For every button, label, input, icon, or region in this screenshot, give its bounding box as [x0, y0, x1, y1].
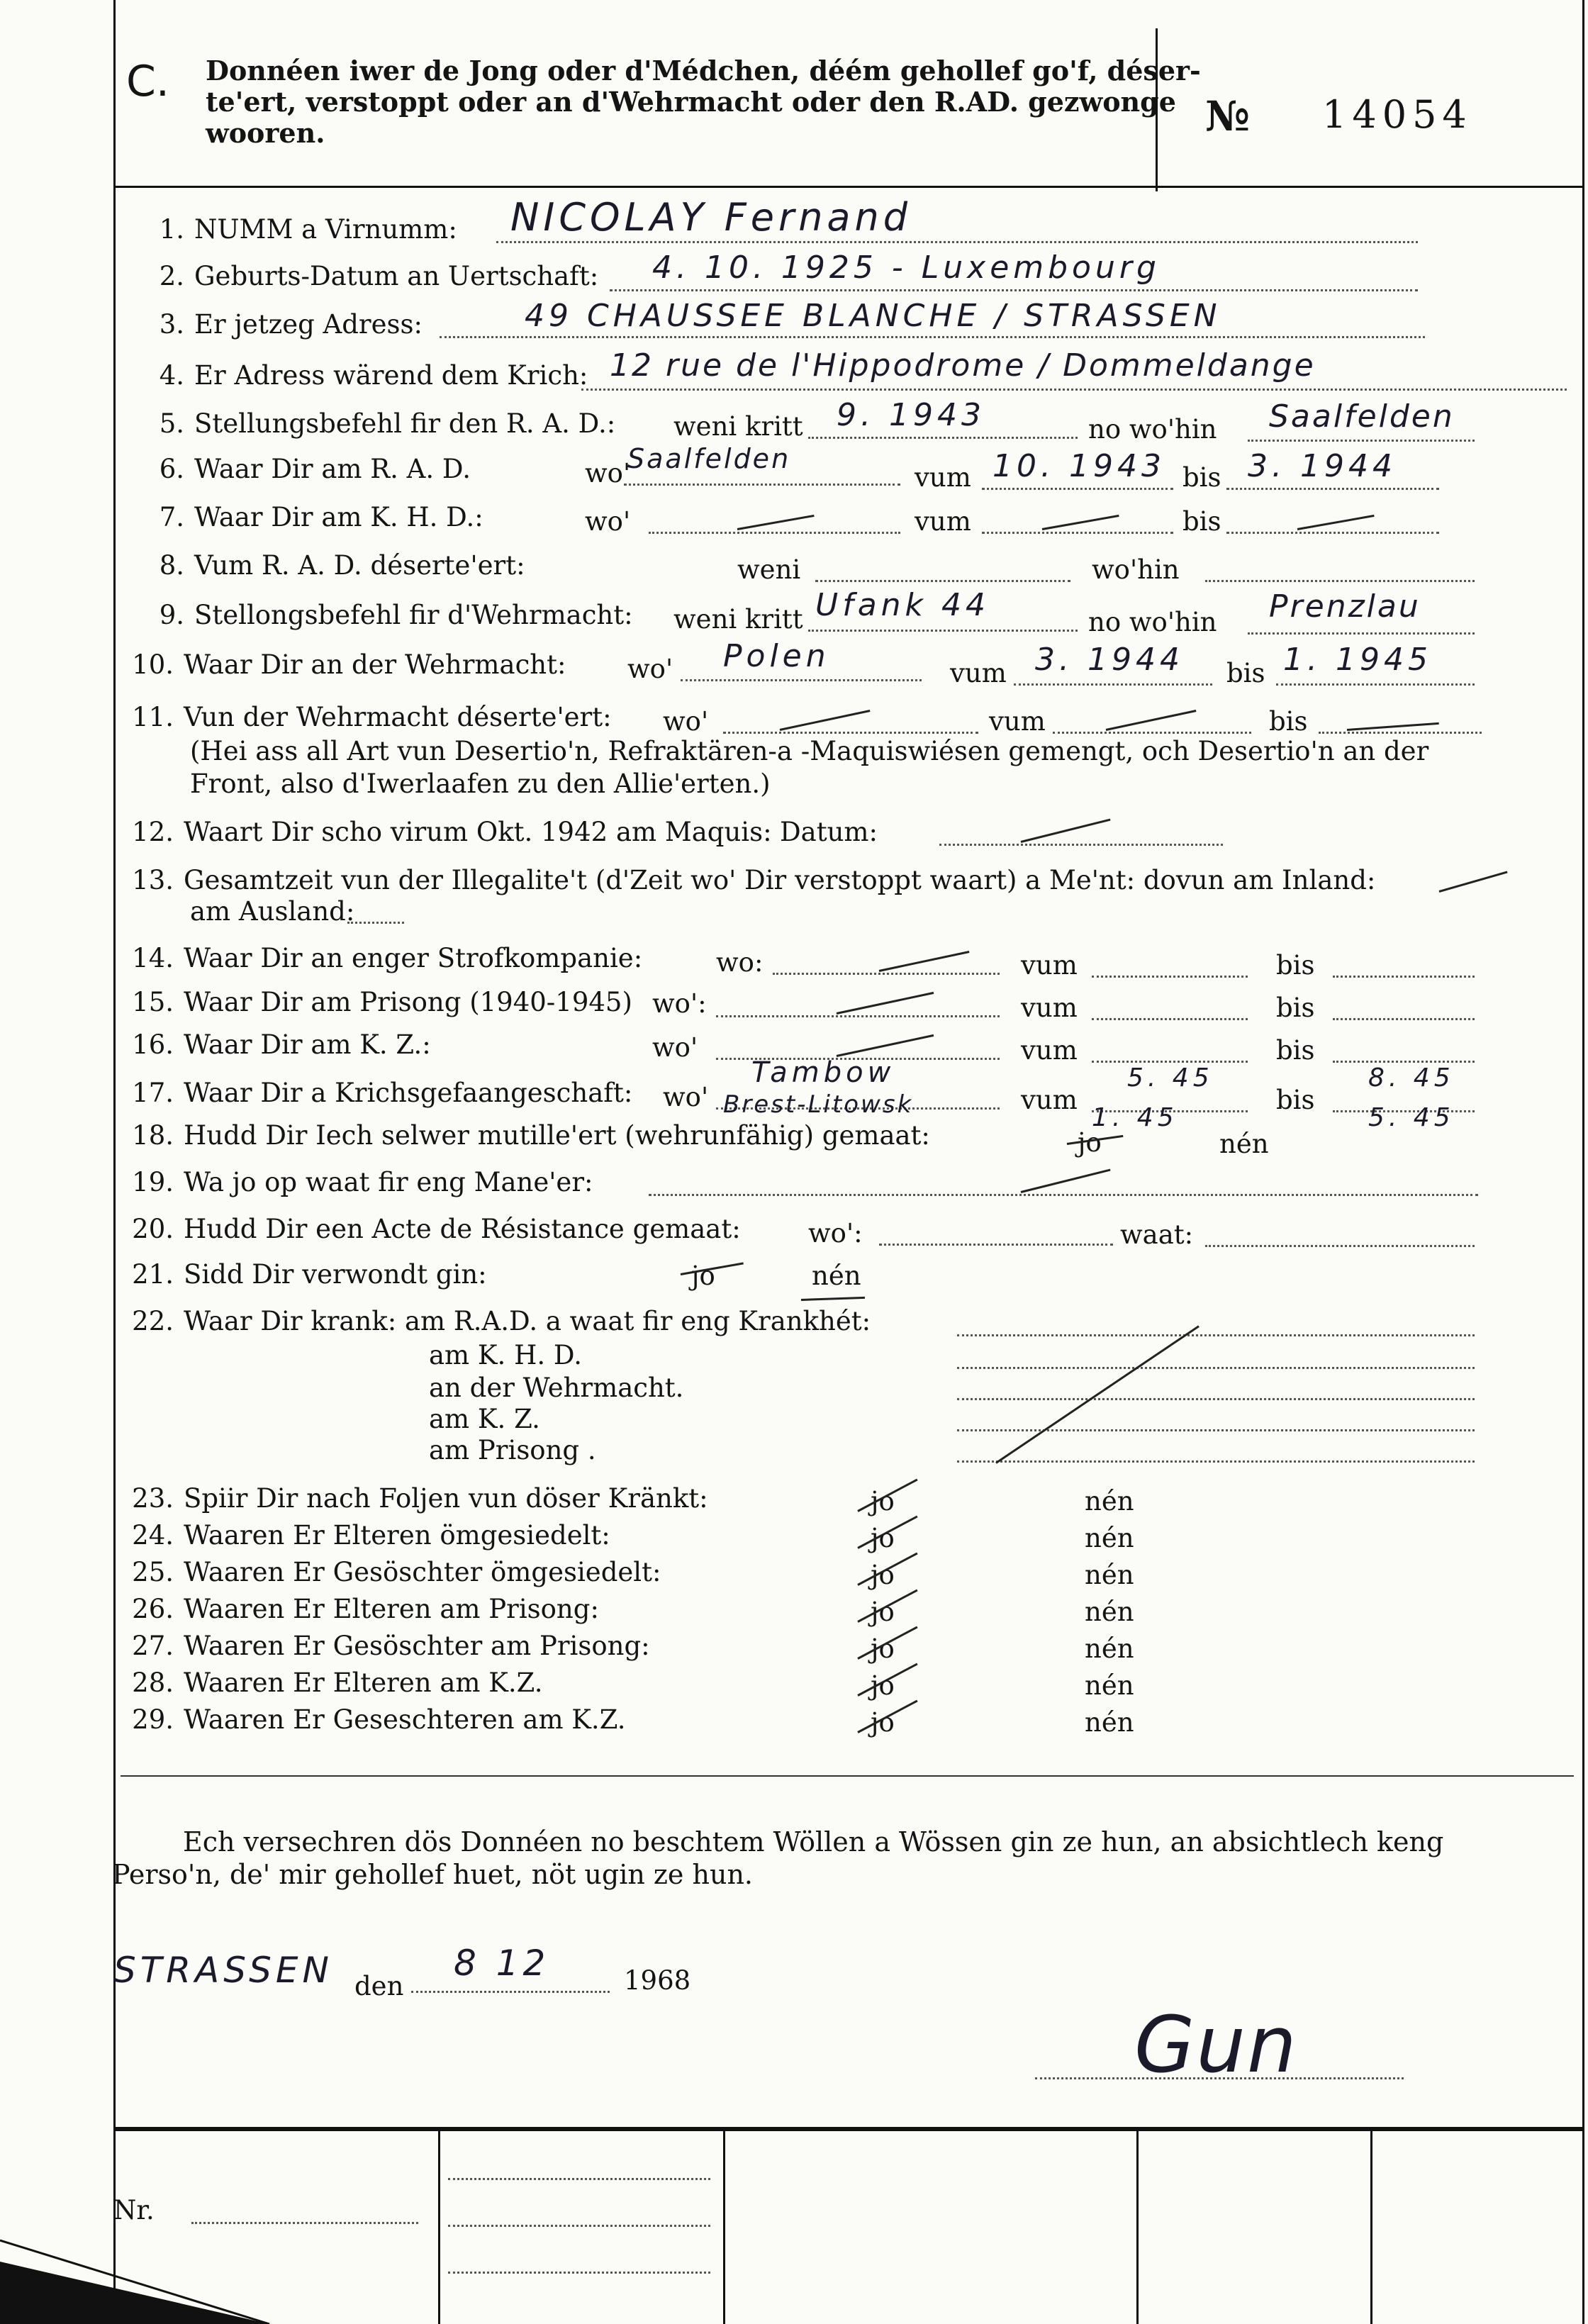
q10-line2	[1014, 683, 1212, 686]
declaration-line-2: Perso'n, de' mir gehollef huet, nöt ugin ze hun.	[112, 1859, 754, 1890]
q11-line2	[1053, 732, 1251, 734]
q12-dash	[1021, 819, 1111, 843]
q13-ausland: am Ausland:	[190, 896, 355, 927]
q9-line1	[808, 630, 1078, 632]
footer-nr-line	[191, 2222, 418, 2224]
q19: 19. Wa jo op waat fir eng Mane'er:	[132, 1167, 593, 1197]
q7: 7. Waar Dir am K. H. D.:	[159, 502, 483, 532]
q25-yes[interactable]: jo	[871, 1560, 895, 1590]
form-right-border	[1582, 0, 1584, 2324]
q22-slash	[995, 1325, 1200, 1463]
q4-answer[interactable]: 12 rue de l'Hippodrome / Dommeldange	[610, 347, 1316, 384]
footer-line-a1	[448, 2178, 710, 2180]
q15-line2	[1092, 1018, 1248, 1020]
q17-answer3[interactable]: 8. 45	[1368, 1063, 1455, 1093]
q22-line-2	[957, 1398, 1475, 1400]
q1-line	[496, 241, 1418, 243]
q27: 27. Waaren Er Gesöschter am Prisong:	[132, 1631, 650, 1661]
q22-line-3	[957, 1429, 1475, 1431]
q15: 15. Waar Dir am Prisong (1940-1945)	[132, 987, 632, 1017]
q17-sub3: bis	[1276, 1085, 1315, 1115]
q6: 6. Waar Dir am R. A. D.	[159, 454, 471, 484]
q6-answer1[interactable]: Saalfelden	[627, 443, 791, 474]
q28: 28. Waaren Er Elteren am K.Z.	[132, 1667, 543, 1698]
date-year: 1968	[624, 1965, 691, 1996]
q14-line1	[773, 973, 1000, 975]
q13-dash	[1439, 871, 1508, 892]
date-line	[411, 1991, 610, 1993]
q27-no[interactable]: nén	[1085, 1633, 1134, 1664]
section-letter: C.	[126, 57, 169, 106]
q22-sub-wehrmacht: an der Wehrmacht.	[429, 1373, 684, 1403]
q12-sub1: Datum:	[780, 817, 878, 847]
q1-answer[interactable]: NICOLAY Fernand	[510, 195, 912, 240]
q3-line	[440, 336, 1425, 338]
q20-sub2: waat:	[1120, 1219, 1194, 1250]
q16-sub3: bis	[1276, 1035, 1315, 1066]
title-line-2: te'ert, verstoppt oder an d'Wehrmacht oder den R.AD. gezwonge	[206, 86, 1176, 118]
q21: 21. Sidd Dir verwondt gin:	[132, 1259, 487, 1290]
q11-note-2: Front, also d'Iwerlaafen zu den Allie'erten.)	[190, 769, 771, 799]
q10-answer1[interactable]: Polen	[723, 638, 830, 674]
q8-line2	[1205, 580, 1475, 582]
q22-line-4	[957, 1460, 1475, 1463]
q17-sub2: vum	[1021, 1085, 1078, 1115]
q21-no-underline	[801, 1297, 865, 1301]
q10-sub1: wo'	[627, 654, 673, 684]
q10-sub3: bis	[1226, 658, 1265, 688]
q6-line2	[982, 488, 1173, 490]
q11-sub1: wo'	[663, 706, 709, 737]
q18-yes[interactable]: jo	[1078, 1127, 1102, 1158]
q15-sub1: wo':	[652, 988, 707, 1019]
q17-answer1b[interactable]: Brest-Litowsk	[723, 1090, 914, 1119]
q8-line1	[815, 580, 1070, 582]
q17-sub1: wo'	[663, 1082, 709, 1112]
q10: 10. Waar Dir an der Wehrmacht:	[132, 649, 566, 680]
footer-col-1	[438, 2127, 440, 2324]
q11-sub3: bis	[1269, 706, 1308, 737]
q23: 23. Spiir Dir nach Foljen vun döser Kränkt:	[132, 1483, 708, 1514]
q24-no[interactable]: nén	[1085, 1523, 1134, 1553]
q19-dash	[1021, 1169, 1111, 1193]
q7-dash3	[1297, 515, 1375, 530]
q22-sub-prisong: am Prisong .	[429, 1435, 596, 1465]
q14: 14. Waar Dir an enger Strofkompanie:	[132, 943, 643, 973]
q16-sub1: wo'	[652, 1032, 698, 1063]
q1-label: NUMM a Virnumm:	[194, 214, 457, 245]
q14-line2	[1092, 976, 1248, 978]
q12: 12. Waart Dir scho virum Okt. 1942 am Maquis:	[132, 817, 772, 847]
form-number: 14054	[1322, 92, 1472, 137]
q22-line-1	[957, 1367, 1475, 1369]
q28-no[interactable]: nén	[1085, 1670, 1134, 1701]
q14-dash	[879, 951, 970, 972]
q15-dash	[837, 992, 934, 1015]
q16-sub2: vum	[1021, 1035, 1078, 1066]
q5: 5. Stellungsbefehl fir den R. A. D.:	[159, 408, 616, 439]
q22: 22. Waar Dir krank: am R.A.D. a waat fir eng Krankhét:	[132, 1306, 871, 1336]
q5-line2	[1248, 440, 1475, 442]
q20-line1	[879, 1244, 1113, 1246]
q11-dash1	[780, 710, 871, 731]
q6-answer2[interactable]: 10. 1943	[992, 448, 1165, 484]
q11-dash2	[1106, 710, 1197, 731]
signature: Gun	[1134, 1999, 1298, 2090]
q22-line-0	[957, 1334, 1475, 1336]
q7-dash2	[1042, 515, 1119, 530]
q26-no[interactable]: nén	[1085, 1597, 1134, 1627]
q7-line1	[649, 532, 900, 534]
q6-sub1: wo'	[585, 458, 631, 488]
q4: 4. Er Adress wärend dem Krich:	[159, 360, 588, 391]
q16-line3	[1333, 1061, 1475, 1063]
q14-sub2: vum	[1021, 950, 1078, 981]
q5-answer2[interactable]: Saalfelden	[1269, 398, 1455, 435]
q11-note-1: (Hei ass all Art vun Desertio'n, Refraktären-a -Maquiswiésen gemengt, och Desertio'n an der	[190, 736, 1429, 766]
q11-sub2: vum	[989, 706, 1046, 737]
q17-answer3b[interactable]: 5. 45	[1368, 1103, 1455, 1132]
q11: 11. Vun der Wehrmacht déserte'ert:	[132, 702, 612, 732]
q10-answer2[interactable]: 3. 1944	[1035, 642, 1184, 678]
q13-line	[347, 922, 404, 924]
title-line-3: wooren.	[206, 117, 325, 149]
q11-line1	[723, 732, 978, 734]
q7-line3	[1226, 532, 1439, 534]
q26: 26. Waaren Er Elteren am Prisong:	[132, 1594, 599, 1624]
q3: 3. Er jetzeg Adress:	[159, 309, 423, 340]
q6-answer3[interactable]: 3. 1944	[1248, 448, 1397, 484]
q6-line3	[1226, 488, 1439, 490]
q28-yes[interactable]: jo	[871, 1670, 895, 1701]
q29-yes[interactable]: jo	[871, 1707, 895, 1738]
q10-answer3[interactable]: 1. 1945	[1283, 642, 1432, 678]
q22-sub-kz: am K. Z.	[429, 1404, 540, 1434]
q8: 8. Vum R. A. D. déserte'ert:	[159, 550, 525, 581]
declaration-rule	[121, 1775, 1574, 1777]
q11-dash3	[1347, 722, 1439, 731]
q14-sub3: bis	[1276, 950, 1315, 981]
q2: 2. Geburts-Datum an Uertschaft:	[159, 261, 599, 291]
q9-answer2[interactable]: Prenzlau	[1269, 588, 1421, 625]
q14-line3	[1333, 976, 1475, 978]
den-label: den	[354, 1971, 404, 2001]
footer-line-a2	[448, 2225, 710, 2227]
date-handwritten[interactable]: 8 12	[454, 1943, 550, 1984]
q9-answer1[interactable]: Ufank 44	[815, 587, 990, 623]
footer-col-4	[1370, 2127, 1372, 2324]
q5-answer1[interactable]: 9. 1943	[837, 397, 985, 433]
q9-sub1: weni kritt	[673, 604, 803, 635]
q6-sub3: bis	[1182, 462, 1221, 493]
q10-sub2: vum	[950, 658, 1007, 688]
q16-line2	[1092, 1061, 1248, 1063]
q21-no[interactable]: nén	[812, 1261, 861, 1291]
q1: 1. NUMM a Virnumm:	[159, 214, 457, 245]
q17-answer2b[interactable]: 1. 45	[1092, 1103, 1178, 1132]
q18-no[interactable]: nén	[1219, 1129, 1269, 1159]
q19-line	[649, 1194, 1478, 1196]
q29: 29. Waaren Er Geseschteren am K.Z.	[132, 1704, 626, 1735]
q2-line	[610, 289, 1418, 291]
q8-sub1: weni	[737, 554, 801, 585]
footer-col-3	[1136, 2127, 1139, 2324]
q21-yes[interactable]: jo	[691, 1261, 715, 1291]
q17-answer1[interactable]: Tambow	[751, 1056, 895, 1089]
q7-line2	[982, 532, 1173, 534]
q2-answer[interactable]: 4. 10. 1925 - Luxembourg	[652, 250, 1161, 286]
header-title	[206, 55, 1201, 149]
declaration-line-1: Ech versechren dös Donnéen no beschtem Wöllen a Wössen gin ze hun, an absichtlech keng	[183, 1826, 1444, 1857]
q10-line1	[681, 679, 922, 681]
q12-line	[939, 844, 1223, 846]
q14-sub1: wo:	[716, 947, 764, 978]
q7-sub3: bis	[1182, 506, 1221, 537]
q15-sub2: vum	[1021, 993, 1078, 1023]
q16: 16. Waar Dir am K. Z.:	[132, 1029, 431, 1060]
footer-line-a3	[448, 2272, 710, 2274]
q5-sub1: weni kritt	[673, 411, 803, 442]
q29-no[interactable]: nén	[1085, 1707, 1134, 1738]
q23-yes[interactable]: jo	[871, 1486, 895, 1516]
q25-no[interactable]: nén	[1085, 1560, 1134, 1590]
q17: 17. Waar Dir a Krichsgefaangeschaft:	[132, 1078, 633, 1108]
q11-line3	[1319, 732, 1482, 734]
q23-no[interactable]: nén	[1085, 1486, 1134, 1516]
q9-sub2: no wo'hin	[1088, 607, 1217, 637]
scan-corner-shadow	[0, 2233, 298, 2324]
q16-dash	[837, 1034, 934, 1057]
q24: 24. Waaren Er Elteren ömgesiedelt:	[132, 1520, 610, 1551]
q20-line2	[1205, 1245, 1475, 1247]
q7-sub1: wo'	[585, 506, 631, 537]
place-handwritten[interactable]: STRASSEN	[113, 1950, 333, 1991]
q15-line1	[716, 1015, 1000, 1017]
q6-sub2: vum	[915, 462, 971, 493]
q15-sub3: bis	[1276, 993, 1315, 1023]
q15-line3	[1333, 1018, 1475, 1020]
q6-line1	[624, 484, 900, 486]
q20: 20. Hudd Dir een Acte de Résistance gemaat:	[132, 1214, 741, 1244]
title-line-1: Donnéen iwer de Jong oder d'Médchen, déém gehollef go'f, déser-	[206, 55, 1201, 86]
header-bottom-rule	[113, 186, 1582, 188]
q7-sub2: vum	[915, 506, 971, 537]
footer-top-rule	[113, 2127, 1582, 2131]
q25: 25. Waaren Er Gesöschter ömgesiedelt:	[132, 1557, 661, 1587]
q18: 18. Hudd Dir Iech selwer mutille'ert (wehrunfähig) gemaat:	[132, 1120, 930, 1151]
q8-sub2: wo'hin	[1092, 554, 1180, 585]
q5-line1	[808, 437, 1078, 439]
q26-yes[interactable]: jo	[871, 1597, 895, 1627]
q13: 13. Gesamtzeit vun der Illegalite't (d'Zeit wo' Dir verstoppt waart) a Me'nt: dovun am Inland:	[132, 865, 1376, 895]
q20-sub1: wo':	[808, 1218, 863, 1248]
footer-col-2	[723, 2127, 725, 2324]
q9: 9. Stellongsbefehl fir d'Wehrmacht:	[159, 600, 633, 630]
footer-nr-label: Nr.	[113, 2195, 155, 2225]
q4-line	[581, 389, 1567, 391]
q10-line3	[1276, 683, 1475, 686]
q5-sub2: no wo'hin	[1088, 414, 1217, 445]
q27-yes[interactable]: jo	[871, 1633, 895, 1664]
q24-yes[interactable]: jo	[871, 1523, 895, 1553]
q3-answer[interactable]: 49 CHAUSSEE BLANCHE / STRASSEN	[525, 298, 1221, 334]
number-label: №	[1205, 92, 1251, 140]
q22-sub-khd: am K. H. D.	[429, 1340, 582, 1370]
q9-line2	[1248, 632, 1475, 635]
q17-answer2[interactable]: 5. 45	[1127, 1063, 1214, 1093]
q7-dash1	[737, 515, 815, 530]
